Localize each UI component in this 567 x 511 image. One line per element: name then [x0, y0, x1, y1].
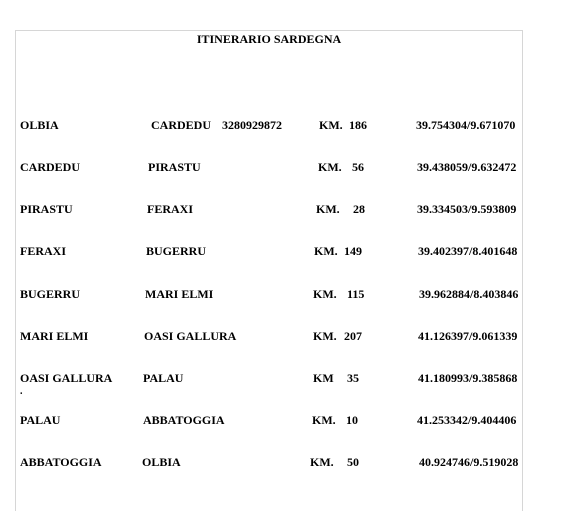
coordinates: 41.126397/9.061339: [418, 329, 518, 343]
distance-value: 207: [344, 329, 362, 343]
distance-value: 149: [344, 244, 362, 258]
coordinates: 39.438059/9.632472: [417, 160, 517, 174]
coordinates: 41.253342/9.404406: [417, 413, 517, 427]
km-label: KM.: [312, 413, 336, 427]
km-label: KM.: [319, 118, 343, 132]
to-city: CARDEDU: [151, 118, 211, 132]
distance-value: 35: [347, 371, 359, 385]
itinerary-row: [16, 371, 522, 387]
document-page: [15, 30, 523, 511]
to-city: MARI ELMI: [145, 287, 214, 301]
to-city: FERAXI: [147, 202, 194, 216]
from-city: CARDEDU: [20, 160, 80, 174]
distance-value: 115: [347, 287, 365, 301]
itinerary-row: [16, 413, 522, 429]
km-label: KM.: [313, 329, 337, 343]
from-city: MARI ELMI: [20, 329, 89, 343]
to-city: PIRASTU: [148, 160, 201, 174]
coordinates: 39.962884/8.403846: [419, 287, 519, 301]
itinerary-row: [16, 455, 522, 471]
itinerary-row: [16, 287, 522, 303]
itinerary-row: [16, 160, 522, 176]
coordinates: 39.754304/9.671070: [416, 118, 516, 132]
km-label: KM.: [316, 202, 340, 216]
from-city: OASI GALLURA: [20, 371, 113, 385]
distance-value: 186: [349, 118, 367, 132]
phone-number: 3280929872: [222, 118, 282, 132]
km-label: KM.: [313, 287, 337, 301]
coordinates: 39.402397/8.401648: [418, 244, 518, 258]
coordinates: 40.924746/9.519028: [419, 455, 519, 469]
from-city: BUGERRU: [20, 287, 81, 301]
distance-value: 56: [352, 160, 364, 174]
km-label: KM.: [310, 455, 334, 469]
to-city: PALAU: [143, 371, 184, 385]
coordinates: 41.180993/9.385868: [418, 371, 518, 385]
from-city: FERAXI: [20, 244, 67, 258]
itinerary-row: [16, 202, 522, 218]
from-city: ABBATOGGIA: [20, 455, 102, 469]
distance-value: 28: [353, 202, 365, 216]
stray-mark: .: [20, 386, 23, 397]
itinerary-row: [16, 118, 522, 134]
km-label: KM: [313, 371, 334, 385]
distance-value: 10: [346, 413, 358, 427]
km-label: KM.: [318, 160, 342, 174]
km-label: KM.: [314, 244, 338, 258]
to-city: ABBATOGGIA: [143, 413, 225, 427]
from-city: PALAU: [20, 413, 61, 427]
distance-value: 50: [347, 455, 359, 469]
from-city: PIRASTU: [20, 202, 73, 216]
from-city: OLBIA: [20, 118, 59, 132]
to-city: OASI GALLURA: [144, 329, 237, 343]
coordinates: 39.334503/9.593809: [417, 202, 517, 216]
to-city: BUGERRU: [146, 244, 207, 258]
itinerary-row: [16, 329, 522, 345]
document-title: ITINERARIO SARDEGNA: [196, 32, 342, 46]
to-city: OLBIA: [142, 455, 181, 469]
itinerary-row: [16, 244, 522, 260]
